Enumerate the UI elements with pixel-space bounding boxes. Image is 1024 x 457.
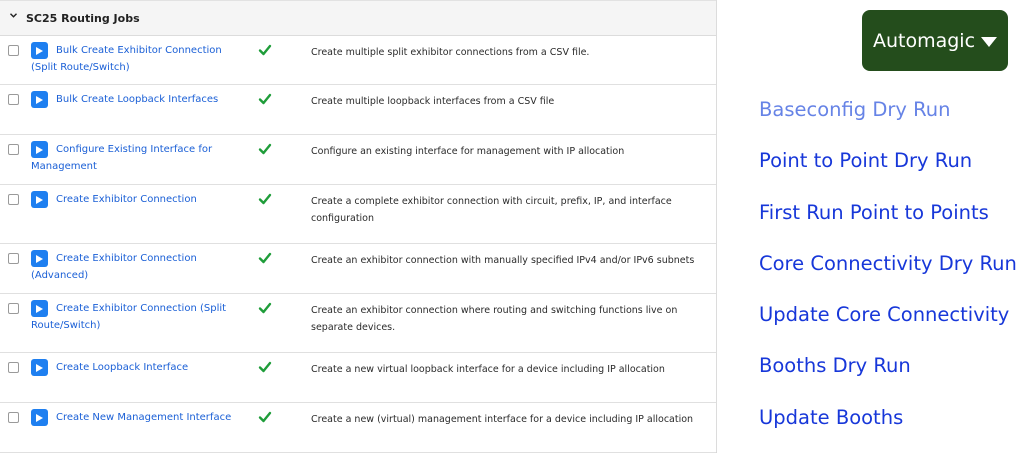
enabled-check-icon bbox=[258, 191, 272, 205]
row-checkbox[interactable] bbox=[8, 194, 19, 205]
job-name-cell bbox=[31, 141, 246, 175]
job-description: Create a complete exhibitor connection with circuit, prefix, IP, and interface configuration bbox=[311, 196, 672, 224]
automagic-menu bbox=[759, 98, 1017, 457]
caret-down-icon bbox=[981, 30, 997, 52]
play-icon bbox=[36, 305, 43, 313]
automagic-menu-item[interactable]: Update Booths bbox=[759, 405, 904, 429]
job-description: Create multiple split exhibitor connections from a CSV file. bbox=[311, 47, 590, 58]
section-header[interactable] bbox=[0, 0, 716, 36]
job-name-cell bbox=[31, 250, 246, 284]
row-checkbox[interactable] bbox=[8, 362, 19, 373]
job-name-link[interactable]: Bulk Create Exhibitor Connection (Split Route/Switch) bbox=[31, 45, 222, 73]
play-icon bbox=[36, 96, 43, 104]
chevron-down-icon[interactable] bbox=[10, 13, 17, 20]
job-name-cell bbox=[31, 91, 246, 108]
job-row bbox=[0, 403, 716, 453]
job-row bbox=[0, 135, 716, 185]
play-icon bbox=[36, 255, 43, 263]
run-job-button[interactable] bbox=[31, 191, 48, 208]
row-checkbox[interactable] bbox=[8, 412, 19, 423]
automagic-menu-item[interactable]: Core Connectivity Dry Run bbox=[759, 251, 1017, 275]
enabled-check-icon bbox=[258, 42, 272, 56]
run-job-button[interactable] bbox=[31, 300, 48, 317]
row-checkbox[interactable] bbox=[8, 94, 19, 105]
job-name-link[interactable]: Create Loopback Interface bbox=[56, 362, 189, 373]
job-description: Create a new (virtual) management interface for a device including IP allocation bbox=[311, 414, 694, 425]
automagic-menu-item[interactable]: Update Core Connectivity bbox=[759, 303, 1010, 327]
run-job-button[interactable] bbox=[31, 42, 48, 59]
job-row bbox=[0, 353, 716, 403]
job-row bbox=[0, 244, 716, 294]
job-name-cell bbox=[31, 42, 246, 76]
job-name-link[interactable]: Create New Management Interface bbox=[56, 412, 232, 423]
job-list bbox=[0, 36, 716, 453]
job-row bbox=[0, 85, 716, 135]
automagic-menu-item[interactable]: Booths Dry Run bbox=[759, 354, 911, 378]
section-title: SC25 Routing Jobs bbox=[26, 11, 140, 25]
enabled-check-icon bbox=[258, 141, 272, 155]
job-description: Create a new virtual loopback interface for a device including IP allocation bbox=[311, 364, 665, 375]
play-icon bbox=[36, 146, 43, 154]
automagic-menu-item[interactable]: First Run Point to Points bbox=[759, 200, 989, 224]
job-name-link[interactable]: Configure Existing Interface for Management bbox=[31, 144, 213, 172]
row-checkbox[interactable] bbox=[8, 45, 19, 56]
automagic-dropdown-button[interactable] bbox=[862, 10, 1008, 71]
row-checkbox[interactable] bbox=[8, 253, 19, 264]
play-icon bbox=[36, 414, 43, 422]
job-description: Configure an existing interface for management with IP allocation bbox=[311, 146, 625, 157]
job-name-link[interactable]: Bulk Create Loopback Interfaces bbox=[56, 94, 219, 105]
run-job-button[interactable] bbox=[31, 250, 48, 267]
automagic-menu-item[interactable]: Baseconfig Dry Run bbox=[759, 98, 951, 121]
job-name-cell bbox=[31, 300, 246, 334]
job-description: Create an exhibitor connection with manually specified IPv4 and/or IPv6 subnets bbox=[311, 255, 695, 266]
job-name-cell bbox=[31, 409, 246, 426]
row-checkbox[interactable] bbox=[8, 144, 19, 155]
run-job-button[interactable] bbox=[31, 91, 48, 108]
enabled-check-icon bbox=[258, 300, 272, 314]
job-description: Create multiple loopback interfaces from a CSV file bbox=[311, 96, 555, 107]
job-name-cell bbox=[31, 359, 246, 376]
automagic-label: Automagic bbox=[872, 29, 976, 52]
job-row bbox=[0, 294, 716, 353]
job-name-link[interactable]: Create Exhibitor Connection (Advanced) bbox=[31, 253, 197, 281]
job-name-link[interactable]: Create Exhibitor Connection bbox=[56, 194, 197, 205]
row-checkbox[interactable] bbox=[8, 303, 19, 314]
automagic-menu-item[interactable]: Point to Point Dry Run bbox=[759, 149, 973, 173]
run-job-button[interactable] bbox=[31, 141, 48, 158]
job-row bbox=[0, 185, 716, 244]
job-row bbox=[0, 36, 716, 85]
play-icon bbox=[36, 364, 43, 372]
job-name-cell bbox=[31, 191, 246, 208]
job-description: Create an exhibitor connection where routing and switching functions live on separate devices. bbox=[311, 305, 678, 333]
play-icon bbox=[36, 47, 43, 55]
enabled-check-icon bbox=[258, 359, 272, 373]
run-job-button[interactable] bbox=[31, 359, 48, 376]
run-job-button[interactable] bbox=[31, 409, 48, 426]
enabled-check-icon bbox=[258, 250, 272, 264]
play-icon bbox=[36, 196, 43, 204]
job-name-link[interactable]: Create Exhibitor Connection (Split Route/Switch) bbox=[31, 303, 227, 331]
enabled-check-icon bbox=[258, 91, 272, 105]
enabled-check-icon bbox=[258, 409, 272, 423]
